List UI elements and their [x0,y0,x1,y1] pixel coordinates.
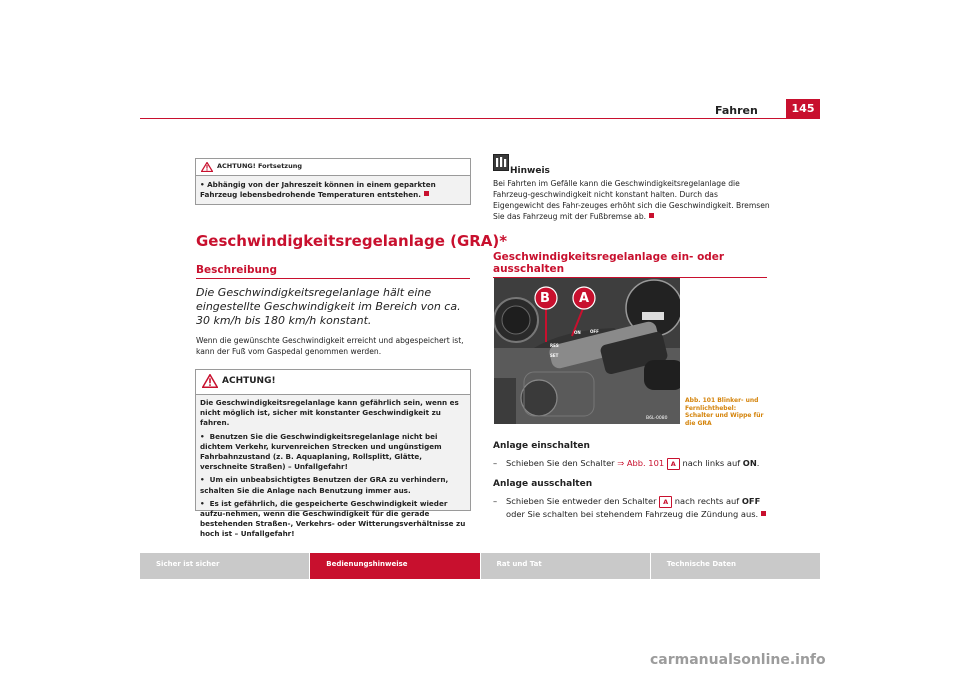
footer-tab-sicher[interactable]: Sicher ist sicher [140,553,309,579]
page-number: 145 [786,99,820,119]
switch-on-title: Anlage einschalten [493,441,590,451]
body-text: Wenn die gewünschte Geschwindigkeit erreicht und abgespeichert ist, kann der Fuß vom Gaspedal genommen werden. [196,336,464,356]
switch-on-period: . [756,458,760,468]
figure-on-label: ON [574,330,581,335]
note-title: Hinweis [510,166,550,176]
bullet-icon: • [200,498,210,508]
warning-intro: Die Geschwindigkeitsregelanlage kann gefährlich sein, wenn es nicht möglich ist, sicher mit konstanter Geschwindigkeit zu fahren. [200,398,459,428]
figure-reference-link[interactable]: Abb. 101 [626,458,665,468]
warning-continued-box [195,158,471,205]
warning-continued-title: ACHTUNG! Fortsetzung [217,162,302,170]
warning-bullet-text: Um ein unbeabsichtigtes Benutzen der GRA zu verhindern, schalten Sie die Anlage nach Benutzung immer aus. [200,475,449,495]
off-keyword: OFF [741,496,761,506]
figure-off-label: OFF [590,329,599,334]
figure-label-a: A [579,291,590,306]
right-section-title: Geschwindigkeitsregelanlage ein- oder ausschalten [493,251,725,275]
figure-photo [494,278,680,424]
warning-header [196,370,470,395]
switch-off-text-2: nach rechts auf [674,496,740,506]
footer-tab-technische-daten[interactable]: Technische Daten [651,553,820,579]
on-keyword: ON [742,458,757,468]
note-icon [493,154,509,171]
note-body: Bei Fahrten im Gefälle kann die Geschwindigkeitsregelanlage die Fahrzeug-geschwindigkeit nicht konstant halten. Durch das Eigengewicht des Fahr-zeuges erhöht sich die Geschwindigkeit. Bremsen Sie das Fahrzeug mit der Fußbremse ab. [493,179,770,221]
switch-on-text-2: nach links auf [682,458,741,468]
warning-bullet-text: Benutzen Sie die Geschwindigkeitsregelanlage nicht bei dichtem Verkehr, kurvenreichen Strecken und ungünstigem Fahrbahnzustand (z. B. Aquaplaning, Rollsplitt, Glätte, verschneite Straßen) – Unfallgefahr! [200,431,442,472]
switch-off-step [493,495,773,520]
switch-off-title: Anlage ausschalten [493,479,593,489]
page-header-title: Fahren [715,104,758,117]
bullet-icon: • [200,180,208,189]
warning-bullet-text: Es ist gefährlich, die gespeicherte Geschwindigkeit wieder aufzu-nehmen, wenn die Geschwindigkeit für die gerade bestehenden Straßen-, Verkehrs- oder Witterungsverhältnisse zu hoch ist – Unfallgefahr! [200,498,466,539]
figure-set-label: SET [550,353,559,358]
footer-nav [140,553,820,579]
switch-off-text-3: oder Sie schalten bei stehendem Fahrzeug die Zündung aus. [506,509,759,519]
callout-a-badge: A [659,496,672,508]
warning-title: ACHTUNG! [222,376,276,386]
subsection-title: Beschreibung [196,264,277,276]
switch-off-text: Schieben Sie entweder den Schalter [506,496,657,506]
end-marker-icon [424,191,429,196]
subsection-heading [196,264,470,279]
figure-res-label: RES [550,343,559,348]
warning-icon [202,374,218,388]
warning-bullet [200,499,466,540]
watermark: carmanualsonline.info [650,652,826,668]
section-title: Geschwindigkeitsregelanlage (GRA)* [196,232,508,250]
bullet-icon: • [200,431,210,441]
warning-continued-text [196,176,470,200]
warning-icon [201,162,213,172]
warning-continued-body: Abhängig von der Jahreszeit können in einem geparkten Fahrzeug lebensbedrohende Temperaturen entstehen. [200,180,436,200]
note-text [493,178,771,222]
end-marker-icon [649,213,654,218]
dash: – [493,458,498,468]
switch-on-text: Schieben Sie den Schalter [506,458,615,468]
warning-continued-header [196,159,470,176]
dash: – [493,496,498,506]
callout-a-badge: A [667,458,680,470]
warning-bullet [200,475,466,495]
switch-on-step [493,458,773,470]
footer-tab-rat-und-tat[interactable]: Rat und Tat [481,553,650,579]
right-section-heading [493,251,767,278]
bullet-icon: • [200,475,210,485]
header-rule [140,118,820,119]
footer-tab-bedienungshinweise[interactable]: Bedienungshinweise [310,553,479,579]
figure-caption: Abb. 101 Blinker- und Fernlichthebel: Schalter und Wippe für die GRA [685,397,764,427]
lead-text: Die Geschwindigkeitsregelanlage hält eine eingestellte Geschwindigkeit im Bereich von ca. 30 km/h bis 180 km/h konstant. [196,286,461,327]
figure-code: B6L-0080 [646,416,668,421]
warning-content [196,395,470,540]
warning-bullet [200,432,466,473]
figure-label-b: B [540,291,550,306]
warning-box [195,369,471,539]
reference-arrow: ⇒ [617,458,625,468]
end-marker-icon [761,511,766,516]
